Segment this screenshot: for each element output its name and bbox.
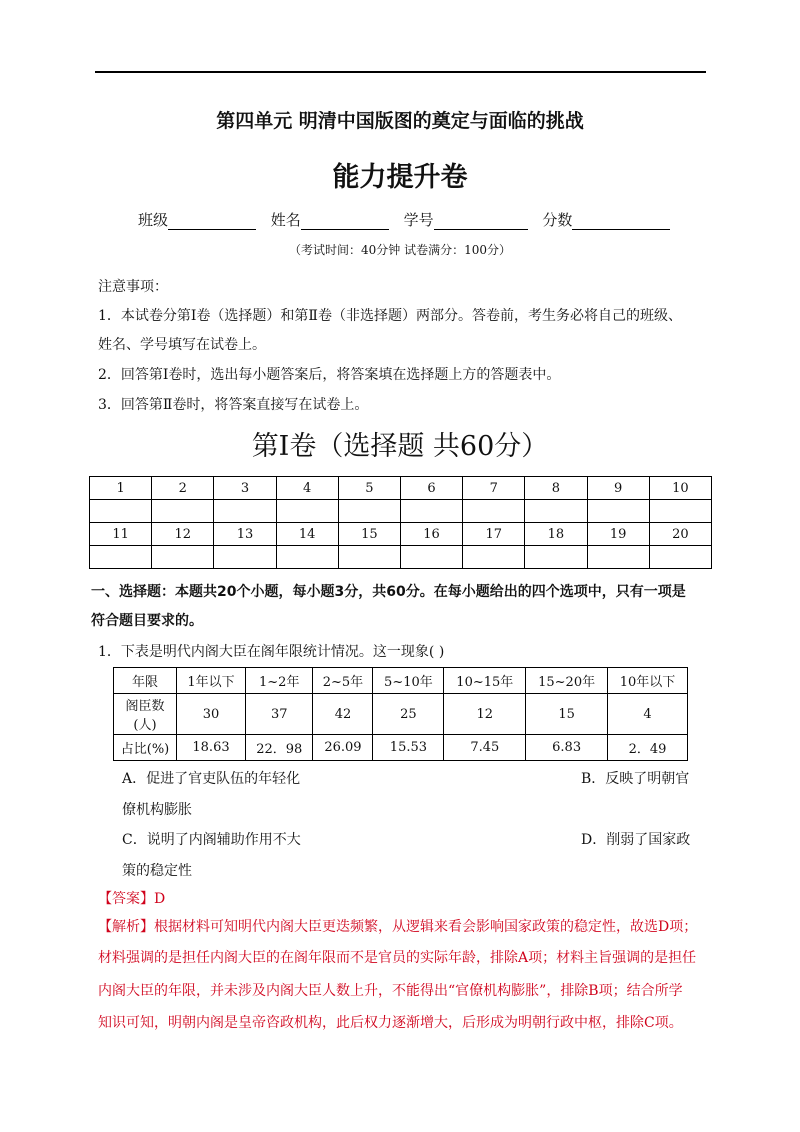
answer-cell[interactable] — [338, 546, 400, 569]
id-label: 学号 — [403, 211, 434, 229]
answer-cell[interactable] — [214, 500, 276, 523]
table-cell: 4 — [608, 694, 688, 735]
table-header: 1~2年 — [246, 668, 313, 694]
answer-cell[interactable] — [587, 500, 649, 523]
table-cell: 6.83 — [526, 735, 608, 761]
statistics-table — [113, 667, 688, 761]
grid-number: 7 — [463, 477, 525, 500]
option-c[interactable]: C．说明了内阁辅助作用不大 — [122, 832, 301, 848]
answer-key: 【答案】D — [98, 891, 166, 907]
table-cell: 37 — [246, 694, 313, 735]
paper-title: 能力提升卷 — [332, 162, 468, 193]
table-header: 10年以下 — [608, 668, 688, 694]
answer-cell[interactable] — [463, 546, 525, 569]
class-label: 班级 — [138, 211, 169, 229]
answer-cell[interactable] — [400, 546, 462, 569]
table-cell: 18.63 — [177, 735, 246, 761]
table-cell: 15.53 — [373, 735, 444, 761]
exam-meta: （考试时间：40分钟 试卷满分：100分） — [289, 243, 511, 257]
table-header: 15~20年 — [526, 668, 608, 694]
grid-number: 1 — [90, 477, 152, 500]
notes-title: 注意事项： — [98, 279, 168, 295]
table-cell: 42 — [313, 694, 373, 735]
table-header: 1年以下 — [177, 668, 246, 694]
section-title: 第Ⅰ卷（选择题 共60分） — [251, 431, 549, 462]
option-b-continued: 僚机构膨胀 — [122, 802, 192, 818]
question-stem: 1．下表是明代内阁大臣在阁年限统计情况。这一现象( ) — [98, 644, 445, 660]
grid-number: 19 — [587, 523, 649, 546]
table-cell: 22．98 — [246, 735, 313, 761]
class-field[interactable] — [168, 213, 256, 230]
table-cell: 2．49 — [608, 735, 688, 761]
unit-title: 第四单元 明清中国版图的奠定与面临的挑战 — [216, 110, 584, 132]
grid-number: 9 — [587, 477, 649, 500]
grid-number: 15 — [338, 523, 400, 546]
table-cell: 12 — [444, 694, 526, 735]
grid-number: 17 — [463, 523, 525, 546]
answer-cell[interactable] — [338, 500, 400, 523]
answer-cell[interactable] — [276, 500, 338, 523]
answer-cell[interactable] — [463, 500, 525, 523]
table-cell: 26.09 — [313, 735, 373, 761]
grid-number: 5 — [338, 477, 400, 500]
choice-instructions: 符合题目要求的。 — [91, 613, 203, 629]
grid-number: 12 — [152, 523, 214, 546]
analysis-line: 知识可知，明朝内阁是皇帝咨政机构，此后权力逐渐增大，后形成为明朝行政中枢，排除C项。 — [98, 1015, 683, 1031]
score-label: 分数 — [542, 211, 573, 229]
answer-grid — [89, 476, 712, 569]
analysis-line: 内阁大臣的年限，并未涉及内阁大臣人数上升，不能得出“官僚机构膨胀”，排除B项；结合所学 — [98, 983, 683, 999]
answer-cell[interactable] — [276, 546, 338, 569]
row-label: 阁臣数(人) — [114, 694, 177, 735]
answer-cell[interactable] — [90, 546, 152, 569]
score-field[interactable] — [572, 213, 670, 230]
name-label: 姓名 — [270, 211, 301, 229]
table-header: 5~10年 — [373, 668, 444, 694]
analysis-line: 材料强调的是担任内阁大臣的在阁年限而不是官员的实际年龄，排除A项；材料主旨强调的是担任 — [98, 950, 697, 966]
student-info-line — [138, 209, 680, 230]
option-b[interactable]: B．反映了明朝官 — [581, 771, 690, 787]
answer-cell[interactable] — [649, 500, 711, 523]
grid-number: 8 — [525, 477, 587, 500]
answer-cell[interactable] — [214, 546, 276, 569]
grid-number: 20 — [649, 523, 711, 546]
note-line: 2．回答第Ⅰ卷时，选出每小题答案后，将答案填在选择题上方的答题表中。 — [98, 367, 561, 383]
table-cell: 25 — [373, 694, 444, 735]
name-field[interactable] — [301, 213, 389, 230]
note-line: 3．回答第Ⅱ卷时，将答案直接写在试卷上。 — [98, 397, 369, 413]
option-d-continued: 策的稳定性 — [122, 863, 192, 879]
answer-cell[interactable] — [587, 546, 649, 569]
table-header: 10~15年 — [444, 668, 526, 694]
answer-cell[interactable] — [649, 546, 711, 569]
choice-instructions: 一、选择题：本题共20个小题，每小题3分，共60分。在每小题给出的四个选项中，只有一项是 — [91, 584, 686, 600]
table-cell: 30 — [177, 694, 246, 735]
answer-cell[interactable] — [90, 500, 152, 523]
answer-cell[interactable] — [525, 500, 587, 523]
table-cell: 7.45 — [444, 735, 526, 761]
grid-number: 11 — [90, 523, 152, 546]
grid-number: 14 — [276, 523, 338, 546]
option-d[interactable]: D．削弱了国家政 — [581, 832, 691, 848]
answer-cell[interactable] — [400, 500, 462, 523]
grid-number: 6 — [400, 477, 462, 500]
grid-number: 16 — [400, 523, 462, 546]
option-a[interactable]: A．促进了官吏队伍的年轻化 — [122, 771, 301, 787]
answer-cell[interactable] — [525, 546, 587, 569]
table-header: 年限 — [114, 668, 177, 694]
note-line: 姓名、学号填写在试卷上。 — [98, 337, 266, 353]
row-label: 占比(%) — [114, 735, 177, 761]
table-header: 2~5年 — [313, 668, 373, 694]
grid-number: 4 — [276, 477, 338, 500]
answer-cell[interactable] — [152, 546, 214, 569]
header-rule — [95, 71, 706, 73]
grid-number: 13 — [214, 523, 276, 546]
grid-number: 18 — [525, 523, 587, 546]
grid-number: 3 — [214, 477, 276, 500]
grid-number: 10 — [649, 477, 711, 500]
id-field[interactable] — [434, 213, 528, 230]
note-line: 1．本试卷分第Ⅰ卷（选择题）和第Ⅱ卷（非选择题）两部分。答卷前，考生务必将自己的班级、 — [98, 308, 682, 324]
table-cell: 15 — [526, 694, 608, 735]
grid-number: 2 — [152, 477, 214, 500]
analysis-line: 【解析】根据材料可知明代内阁大臣更迭频繁，从逻辑来看会影响国家政策的稳定性，故选D项； — [98, 919, 698, 935]
answer-cell[interactable] — [152, 500, 214, 523]
